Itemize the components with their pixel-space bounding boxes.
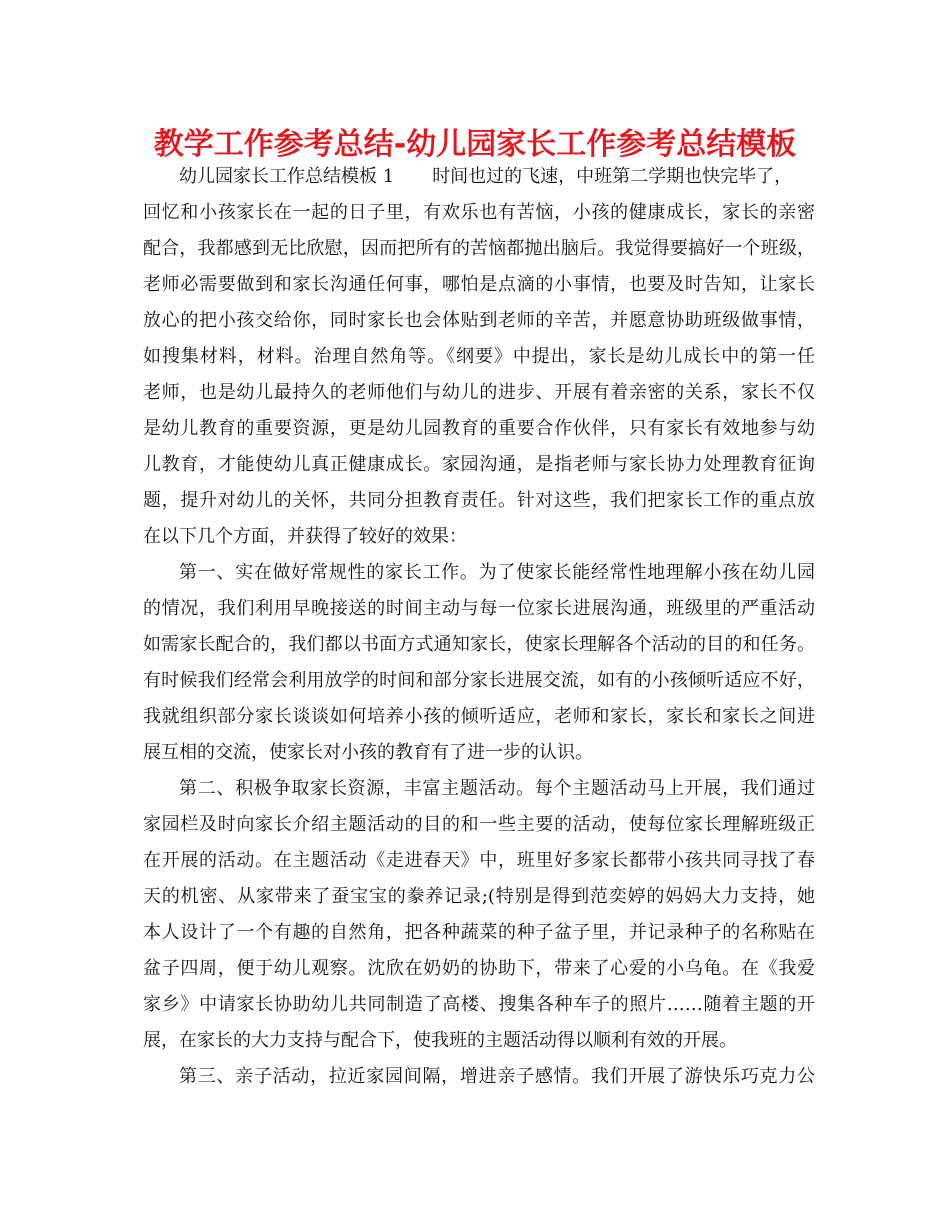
text-line: 在以下几个方面，并获得了较好的效果：: [143, 526, 467, 547]
document-title: 教学工作参考总结-幼儿园家长工作参考总结模板: [153, 127, 797, 162]
text-line: 题，提升对幼儿的关怀，共同分担教育责任。针对这些，我们把家长工作的重点放: [143, 490, 815, 511]
text-line: 老师，也是幼儿最持久的老师他们与幼儿的进步、开展有着亲密的关系，家长不仅: [143, 382, 815, 403]
document-body: [143, 159, 815, 1095]
text-line: 老师必需要做到和家长沟通任何事，哪怕是点滴的小事情，也要及时告知，让家长: [143, 274, 815, 295]
text-line: 的情况，我们利用早晚接送的时间主动与每一位家长进展沟通，班级里的严重活动: [143, 598, 815, 619]
text-line: 回忆和小孩家长在一起的日子里，有欢乐也有苦恼，小孩的健康成长，家长的亲密: [143, 202, 815, 223]
text-line: 家乡》中请家长协助幼儿共同制造了高楼、搜集各种车子的照片……随着主题的开: [143, 994, 815, 1015]
text-line: 在开展的活动。在主题活动《走进春天》中，班里好多家长都带小孩共同寻找了春: [143, 850, 815, 871]
text-line: 我就组织部分家长谈谈如何培养小孩的倾听适应，老师和家长，家长和家长之间进: [143, 706, 815, 727]
text-run: 时间也过的飞速，中班第二学期也快完毕了，: [432, 166, 793, 187]
inline-heading: 幼儿园家长工作总结模板 1: [179, 166, 395, 187]
paragraph-first-line: 第二、积极争取家长资源，丰富主题活动。每个主题活动马上开展，我们通过: [179, 778, 815, 799]
text-line: 如需家长配合的，我们都以书面方式通知家长，使家长理解各个活动的目的和任务。: [143, 634, 815, 655]
text-line: 展，在家长的大力支持与配合下，使我班的主题活动得以顺利有效的开展。: [143, 1030, 737, 1051]
text-line: 放心的把小孩交给你，同时家长也会体贴到老师的辛苦，并愿意协助班级做事情，: [143, 310, 815, 331]
paragraph-first-line: 第三、亲子活动，拉近家园间隔，增进亲子感情。我们开展了游快乐巧克力公: [179, 1066, 815, 1087]
text-line: 展互相的交流，使家长对小孩的教育有了进一步的认识。: [143, 742, 593, 763]
paragraph-first-line: 第一、实在做好常规性的家长工作。为了使家长能经常性地理解小孩在幼儿园: [179, 562, 815, 583]
text-line: 儿教育，才能使幼儿真正健康成长。家园沟通，是指老师与家长协力处理教育征询: [143, 454, 815, 475]
text-line: 家园栏及时向家长介绍主题活动的目的和一些主要的活动，使每位家长理解班级正: [143, 814, 815, 835]
text-line: 配合，我都感到无比欣慰，因而把所有的苦恼都抛出脑后。我觉得要搞好一个班级，: [143, 238, 815, 259]
text-line: 盆子四周，便于幼儿观察。沈欣在奶奶的协助下，带来了心爱的小乌龟。在《我爱: [143, 958, 815, 979]
text-line: 天的机密、从家带来了蚕宝宝的豢养记录;(特别是得到范奕婷的妈妈大力支持，她: [143, 886, 815, 907]
text-line: 如搜集材料，材料。治理自然角等。《纲要》中提出，家长是幼儿成长中的第一任: [143, 346, 815, 367]
text-line: 有时候我们经常会利用放学的时间和部分家长进展交流，如有的小孩倾听适应不好，: [143, 670, 815, 691]
text-line: 是幼儿教育的重要资源，更是幼儿园教育的重要合作伙伴，只有家长有效地参与幼: [143, 418, 815, 439]
text-line: [143, 159, 815, 195]
text-line: 本人设计了一个有趣的自然角，把各种蔬菜的种子盆子里，并记录种子的名称贴在: [143, 922, 815, 943]
